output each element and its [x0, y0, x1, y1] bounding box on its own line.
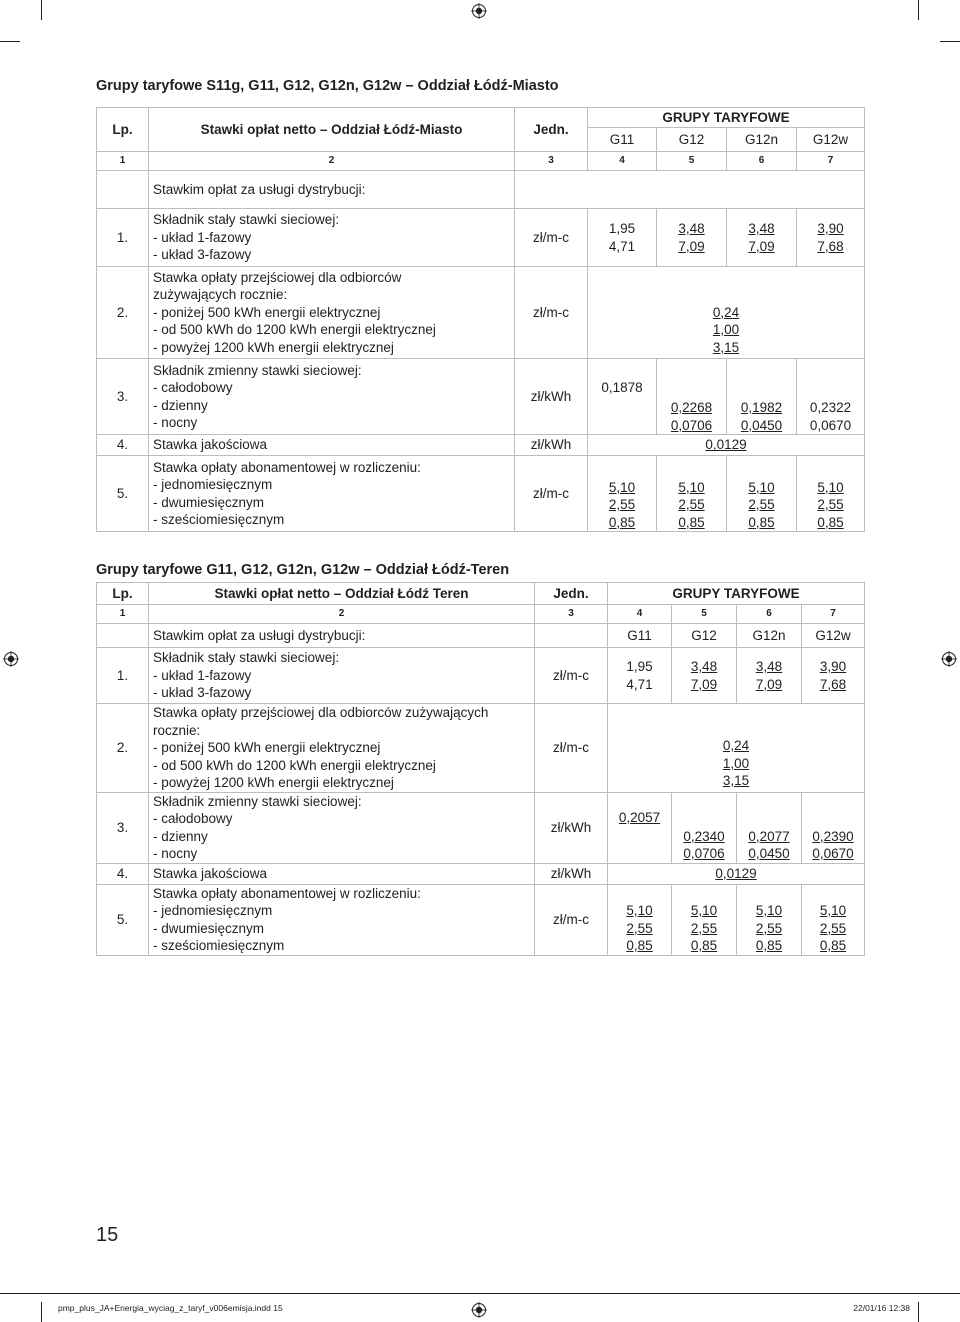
desc-line: - sześciomiesięcznym [153, 938, 285, 953]
section-heading: Stawkim opłat za usługi dystrybucji: [149, 624, 535, 648]
value-g12n: 3,48 7,09 [727, 209, 797, 267]
column-number: 6 [737, 605, 802, 624]
row-lp: 2. [97, 704, 149, 793]
column-number: 3 [515, 152, 588, 171]
desc-line: Stawka opłaty przejściowej dla odbiorców [153, 269, 402, 285]
desc-line: - od 500 kWh do 1200 kWh energii elektrycznej [153, 757, 436, 773]
value-g12n: 0,1982 0,0450 [727, 359, 797, 435]
row-unit: zł/m-c [515, 456, 588, 532]
row-unit: zł/kWh [535, 863, 608, 884]
desc-line: - sześciomiesięcznym [153, 512, 285, 527]
desc-line: Składnik stały stawki sieciowej: [153, 650, 340, 666]
desc-line: - całodobowy [153, 811, 233, 826]
value-g11: 0,1878 [588, 359, 657, 435]
table-row [97, 648, 865, 704]
row-description [149, 704, 535, 793]
row-unit: zł/m-c [535, 884, 608, 955]
value-g12n: 5,10 2,55 0,85 [727, 456, 797, 532]
crop-mark [0, 41, 20, 42]
row-description [149, 359, 515, 435]
header-group-g11: G11 [588, 128, 657, 152]
row-description [149, 648, 535, 704]
value-g11: 0,2057 [608, 792, 672, 863]
desc-line: - układ 1-fazowy [153, 229, 252, 245]
value-g12n: 5,10 2,55 0,85 [737, 884, 802, 955]
value-g12: 0,2268 0,0706 [657, 359, 727, 435]
header-group-g12n: G12n [737, 624, 802, 648]
row-description: Stawka jakościowa [149, 435, 515, 456]
crop-mark [940, 41, 960, 42]
value-g12: 3,48 7,09 [672, 648, 737, 704]
row-unit: zł/kWh [535, 792, 608, 863]
value-g11: 1,95 4,71 [608, 648, 672, 704]
desc-line: - poniżej 500 kWh energii elektrycznej [153, 304, 381, 320]
row-description: Stawka jakościowa [149, 863, 535, 884]
value-g12n: 3,48 7,09 [737, 648, 802, 704]
desc-line: - od 500 kWh do 1200 kWh energii elektrycznej [153, 322, 436, 338]
desc-line: rocznie: [153, 722, 201, 738]
column-number: 1 [97, 605, 149, 624]
desc-line: Składnik stały stawki sieciowej: [153, 212, 340, 228]
header-stawki: Stawki opłat netto – Oddział Łódź Teren [149, 583, 535, 605]
row-lp: 5. [97, 884, 149, 955]
tariff-table-lodz-miasto [96, 107, 865, 532]
desc-line: Składnik zmienny stawki sieciowej: [153, 793, 362, 809]
row-unit: zł/m-c [515, 267, 588, 359]
desc-line: - jednomiesięcznym [153, 903, 273, 918]
row-description [149, 792, 535, 863]
crop-mark [41, 1302, 42, 1322]
row-unit: zł/kWh [515, 359, 588, 435]
desc-line: - nocny [153, 846, 198, 861]
row-unit: zł/m-c [535, 648, 608, 704]
row-lp: 4. [97, 863, 149, 884]
section-heading: Stawkim opłat za usługi dystrybucji: [149, 171, 515, 209]
header-group-g12: G12 [672, 624, 737, 648]
row-lp: 1. [97, 648, 149, 704]
row-description [149, 456, 515, 532]
header-group-g12w: G12w [797, 128, 865, 152]
registration-mark-icon [941, 651, 957, 667]
value-g12: 5,10 2,55 0,85 [672, 884, 737, 955]
value-g12w: 0,2390 0,0670 [802, 792, 865, 863]
value-g12w: 0,2322 0,0670 [797, 359, 865, 435]
row-unit: zł/kWh [515, 435, 588, 456]
value-g12: 5,10 2,55 0,85 [657, 456, 727, 532]
header-lp: Lp. [97, 583, 149, 605]
desc-line: - układ 1-fazowy [153, 667, 252, 683]
desc-line: - poniżej 500 kWh energii elektrycznej [153, 740, 381, 755]
column-number: 6 [727, 152, 797, 171]
desc-line: Stawka opłaty przejściowej dla odbiorców zużywających [153, 705, 489, 720]
value-g12w: 5,10 2,55 0,85 [802, 884, 865, 955]
header-group-g12w: G12w [802, 624, 865, 648]
row-lp: 1. [97, 209, 149, 267]
value-all-groups: 0,0129 [608, 863, 865, 884]
value-all-groups: 0,24 1,00 3,15 [608, 704, 865, 793]
desc-line: - układ 3-fazowy [153, 247, 252, 263]
value-g12w: 5,10 2,55 0,85 [797, 456, 865, 532]
column-number: 3 [535, 605, 608, 624]
row-unit: zł/m-c [535, 704, 608, 793]
desc-line: Składnik zmienny stawki sieciowej: [153, 362, 362, 378]
desc-line: - układ 3-fazowy [153, 685, 252, 701]
column-number: 2 [149, 152, 515, 171]
row-lp: 4. [97, 435, 149, 456]
column-number: 1 [97, 152, 149, 171]
value-g11: 5,10 2,55 0,85 [608, 884, 672, 955]
table-row [97, 863, 865, 884]
header-group-g12: G12 [657, 128, 727, 152]
value-all-groups: 0,0129 [588, 435, 865, 456]
table-row [97, 456, 865, 532]
row-description [149, 884, 535, 955]
column-number: 4 [608, 605, 672, 624]
tariff-table-lodz-teren [96, 582, 865, 956]
row-description [149, 209, 515, 267]
header-lp: Lp. [97, 108, 149, 152]
desc-line: - powyżej 1200 kWh energii elektrycznej [153, 775, 394, 790]
column-number: 2 [149, 605, 535, 624]
footer-date: 22/01/16 12:38 [853, 1303, 910, 1313]
registration-mark-icon [3, 651, 19, 667]
value-g11: 1,95 4,71 [588, 209, 657, 267]
desc-line: - dzienny [153, 828, 208, 844]
desc-line: - dwumiesięcznym [153, 494, 265, 510]
header-jedn: Jedn. [535, 583, 608, 605]
header-grupy-taryfowe: GRUPY TARYFOWE [588, 108, 865, 128]
footer-filename: pmp_plus_JA+Energia_wyciag_z_taryf_v006emisja.indd 15 [58, 1303, 283, 1313]
column-number: 5 [657, 152, 727, 171]
value-g12w: 3,90 7,68 [802, 648, 865, 704]
row-lp: 3. [97, 792, 149, 863]
desc-line: - dzienny [153, 397, 208, 413]
row-unit: zł/m-c [515, 209, 588, 267]
table-row [97, 435, 865, 456]
column-number: 7 [797, 152, 865, 171]
desc-line: - dwumiesięcznym [153, 920, 265, 936]
desc-line: Stawka opłaty abonamentowej w rozliczeniu: [153, 885, 421, 901]
desc-line: - powyżej 1200 kWh energii elektrycznej [153, 339, 394, 355]
table-row [97, 704, 865, 793]
row-lp: 5. [97, 456, 149, 532]
row-lp: 3. [97, 359, 149, 435]
page-number: 15 [96, 1224, 119, 1246]
row-description [149, 267, 515, 359]
table-row [97, 209, 865, 267]
desc-line: zużywających rocznie: [153, 287, 288, 303]
desc-line: - jednomiesięcznym [153, 477, 273, 492]
table-row [97, 359, 865, 435]
crop-mark [41, 0, 42, 20]
registration-mark-icon [471, 3, 487, 19]
header-group-g12n: G12n [727, 128, 797, 152]
table1-title: Grupy taryfowe S11g, G11, G12, G12n, G12w – Oddział Łódź-Miasto [96, 78, 559, 94]
crop-mark [918, 1302, 919, 1322]
desc-line: - całodobowy [153, 380, 233, 395]
header-stawki: Stawki opłat netto – Oddział Łódź-Miasto [149, 108, 515, 152]
value-g12w: 3,90 7,68 [797, 209, 865, 267]
table-row [97, 792, 865, 863]
desc-line: - nocny [153, 415, 198, 430]
crop-mark [918, 0, 919, 20]
table2-title: Grupy taryfowe G11, G12, G12n, G12w – Oddział Łódź-Teren [96, 562, 510, 578]
value-g12: 3,48 7,09 [657, 209, 727, 267]
footer-divider [0, 1293, 960, 1294]
column-number: 5 [672, 605, 737, 624]
row-lp: 2. [97, 267, 149, 359]
value-g11: 5,10 2,55 0,85 [588, 456, 657, 532]
value-g12n: 0,2077 0,0450 [737, 792, 802, 863]
header-group-g11: G11 [608, 624, 672, 648]
value-g12: 0,2340 0,0706 [672, 792, 737, 863]
desc-line: Stawka opłaty abonamentowej w rozliczeniu: [153, 459, 421, 475]
column-number: 7 [802, 605, 865, 624]
column-number: 4 [588, 152, 657, 171]
header-jedn: Jedn. [515, 108, 588, 152]
registration-mark-icon [471, 1302, 487, 1318]
table-row [97, 884, 865, 955]
header-grupy-taryfowe: GRUPY TARYFOWE [608, 583, 865, 605]
value-all-groups: 0,24 1,00 3,15 [588, 267, 865, 359]
table-row [97, 267, 865, 359]
